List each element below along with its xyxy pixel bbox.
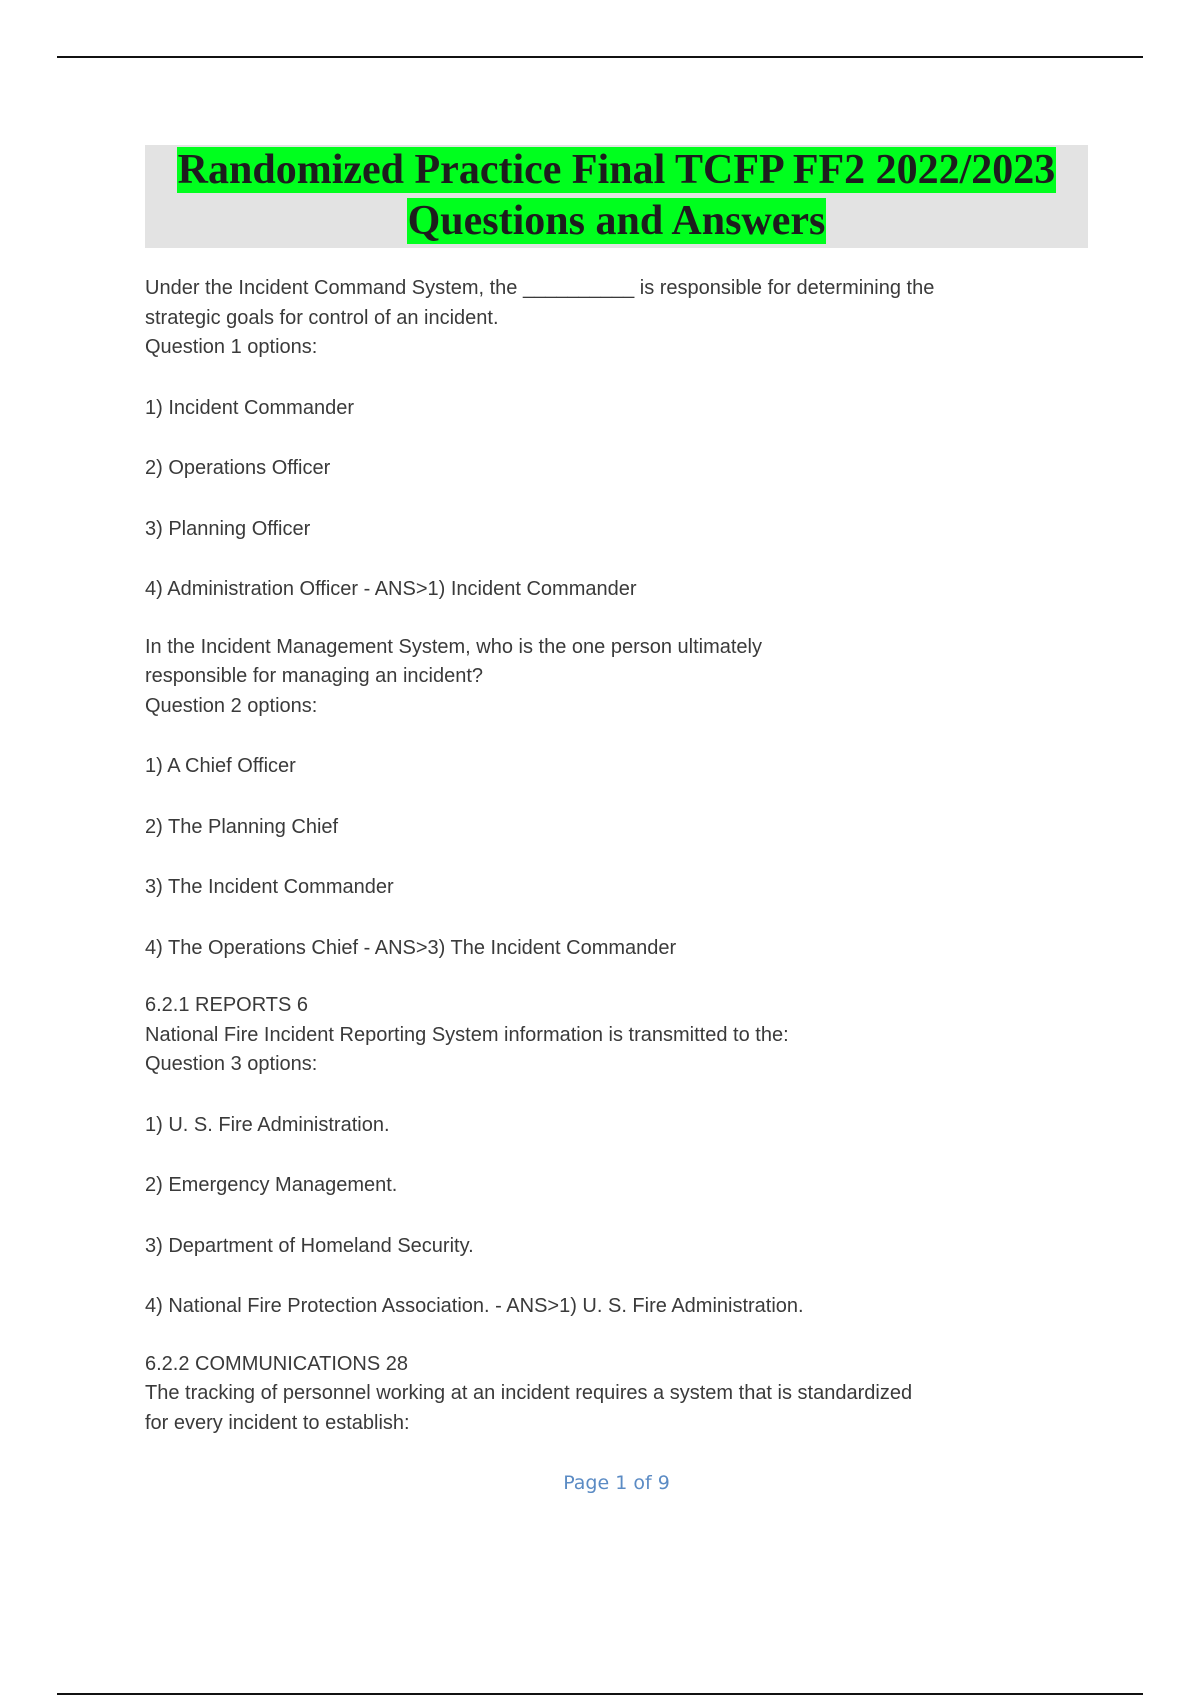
q3-option-2: 2) Emergency Management. xyxy=(145,1174,398,1196)
q4-text-line-2: for every incident to establish: xyxy=(145,1411,410,1434)
title-line-1: Randomized Practice Final TCFP FF2 2022/2023 xyxy=(177,147,1056,193)
q1-text-line-2: strategic goals for control of an incident. xyxy=(145,306,499,329)
q2-text-line-2: responsible for managing an incident? xyxy=(145,665,483,687)
page-number-footer: Page 1 of 9 xyxy=(563,1472,670,1494)
q3-section-heading: 6.2.1 REPORTS 6 xyxy=(145,994,309,1016)
q3-text-line-1: National Fire Incident Reporting System information is transmitted to the: xyxy=(145,1023,789,1046)
q3-option-3: 3) Department of Homeland Security. xyxy=(145,1234,474,1257)
q1-options-label: Question 1 options: xyxy=(145,336,318,358)
q1-option-4-answer: 4) Administration Officer - ANS>1) Incident Commander xyxy=(145,578,637,600)
document-title xyxy=(145,145,1088,248)
q1-option-2: 2) Operations Officer xyxy=(145,457,331,479)
q2-option-4-answer: 4) The Operations Chief - ANS>3) The Incident Commander xyxy=(145,936,677,959)
q2-option-2: 2) The Planning Chief xyxy=(145,815,339,838)
q2-options-label: Question 2 options: xyxy=(145,694,318,717)
top-rule xyxy=(57,56,1143,58)
title-line-2: Questions and Answers xyxy=(407,198,826,244)
q2-option-1: 1) A Chief Officer xyxy=(145,755,296,777)
q3-option-1: 1) U. S. Fire Administration. xyxy=(145,1113,390,1136)
q1-option-1: 1) Incident Commander xyxy=(145,396,354,419)
q4-text-line-1: The tracking of personnel working at an incident requires a system that is standardized xyxy=(145,1382,913,1404)
q2-option-3: 3) The Incident Commander xyxy=(145,876,394,898)
q3-option-4-answer: 4) National Fire Protection Association. - ANS>1) U. S. Fire Administration. xyxy=(145,1295,804,1317)
q2-text-line-1: In the Incident Management System, who is the one person ultimately xyxy=(145,635,763,658)
document-body xyxy=(145,274,1075,1438)
q1-text-line-1: Under the Incident Command System, the __________ is responsible for determining the xyxy=(145,277,935,299)
q4-section-heading: 6.2.2 COMMUNICATIONS 28 xyxy=(145,1352,409,1375)
q1-option-3: 3) Planning Officer xyxy=(145,517,311,540)
bottom-rule xyxy=(57,1693,1143,1695)
q3-options-label: Question 3 options: xyxy=(145,1053,318,1075)
